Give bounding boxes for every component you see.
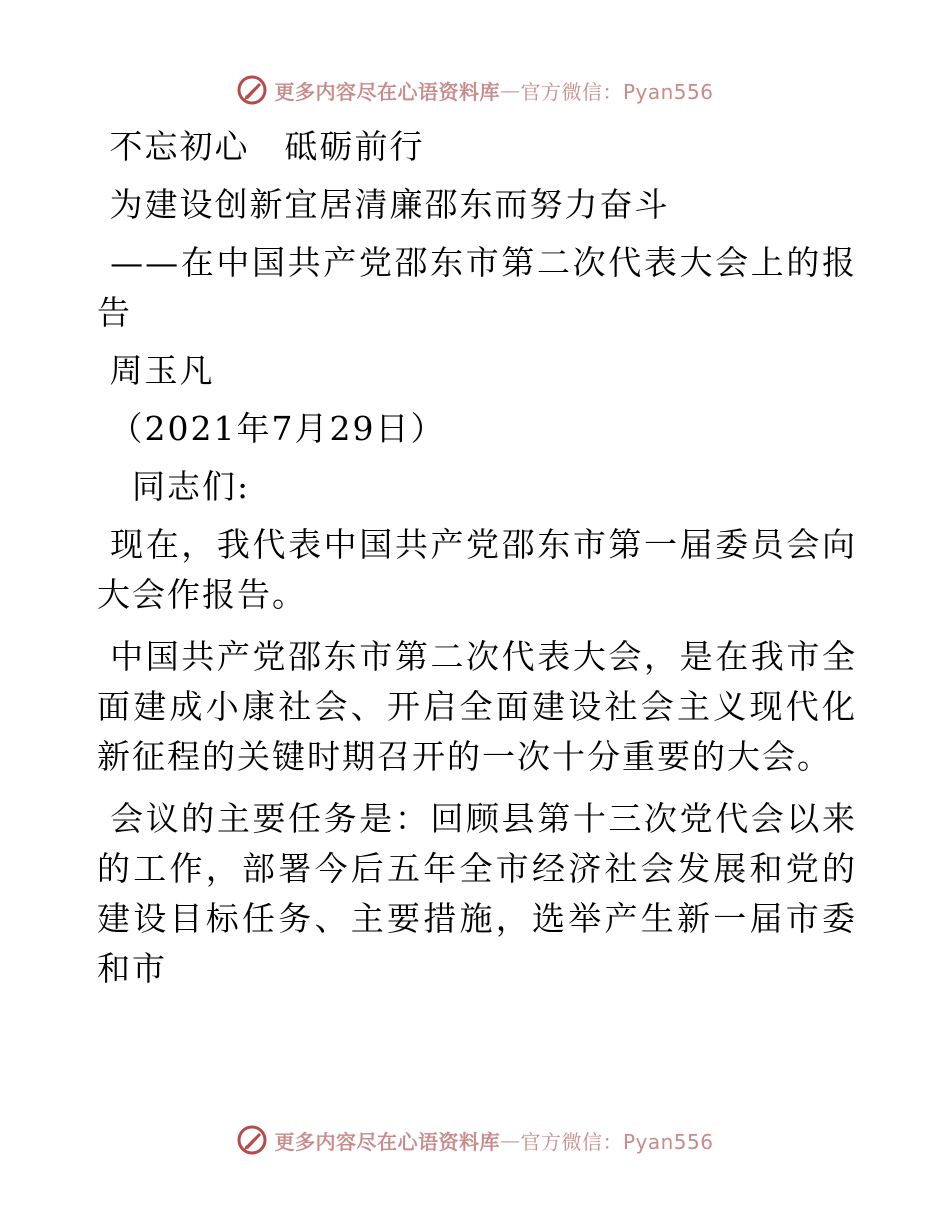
quill-pen-logo-icon bbox=[236, 74, 268, 106]
header-banner bbox=[0, 70, 950, 110]
paragraph: 会议的主要任务是：回顾县第十三次党代会以来的工作，部署今后五年全市经济社会发展和党的建设目标任务、主要措施，选举产生新一届市委和市 bbox=[97, 799, 857, 988]
quill-pen-logo-icon bbox=[236, 1124, 268, 1156]
banner-dash: — bbox=[499, 1128, 521, 1152]
banner-wechat: 官方微信：Pyan556 bbox=[520, 79, 714, 104]
report-line: ——在中国共产党邵东市第二次代表大会上的报告 bbox=[97, 243, 857, 332]
banner-title: 更多内容尽在心语资料库 bbox=[274, 1129, 500, 1154]
paragraph: 现在，我代表中国共产党邵东市第一届委员会向大会作报告。 bbox=[97, 525, 857, 614]
paragraph: 中国共产党邵东市第二次代表大会，是在我市全面建成小康社会、开启全面建设社会主义现代化新征程的关键时期召开的一次十分重要的大会。 bbox=[97, 637, 857, 776]
banner-dash: — bbox=[499, 78, 521, 102]
document-title: 不忘初心 砥砺前行 bbox=[97, 127, 425, 166]
banner-title: 更多内容尽在心语资料库 bbox=[274, 79, 500, 104]
banner-wechat: 官方微信：Pyan556 bbox=[520, 1129, 714, 1154]
footer-banner bbox=[0, 1120, 950, 1160]
salutation: 同志们: bbox=[97, 467, 251, 506]
author-name: 周玉凡 bbox=[97, 351, 215, 390]
document-subtitle: 为建设创新宜居清廉邵东而努力奋斗 bbox=[97, 185, 670, 224]
document-body bbox=[97, 122, 857, 994]
report-date: （2021年7月29日） bbox=[97, 409, 446, 448]
